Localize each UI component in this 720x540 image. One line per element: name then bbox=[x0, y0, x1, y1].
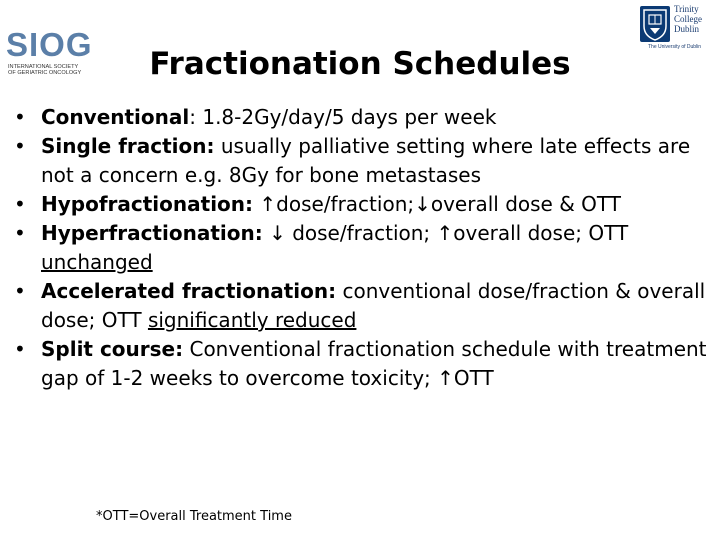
siog-logo bbox=[6, 28, 106, 76]
siog-logo-wordmark: SIOG bbox=[6, 26, 93, 63]
tcd-crest-icon bbox=[640, 6, 670, 42]
bullet-single-fraction bbox=[14, 132, 714, 190]
bullet-hypofractionation bbox=[14, 190, 714, 219]
tcd-tagline: The University of Dublin bbox=[648, 44, 702, 50]
bullet-text: ↑dose/fraction;↓overall dose & OTT bbox=[253, 192, 621, 216]
bullet-underlined-text: unchanged bbox=[41, 250, 153, 274]
siog-logo-subtitle bbox=[8, 64, 108, 76]
bullet-label: Hyperfractionation: bbox=[41, 221, 263, 245]
bullet-text: ↓ dose/fraction; ↑overall dose; OTT bbox=[262, 221, 629, 245]
tcd-name-line2: College bbox=[674, 14, 702, 24]
bullet-label: Split course: bbox=[41, 337, 184, 361]
tcd-logo bbox=[640, 4, 718, 50]
tcd-name bbox=[674, 4, 718, 34]
siog-logo-subtitle-line1: INTERNATIONAL SOCIETY bbox=[8, 64, 79, 70]
bullet-label: Accelerated fractionation: bbox=[41, 279, 337, 303]
bullet-text: : 1.8-2Gy/day/5 days per week bbox=[189, 105, 497, 129]
tcd-name-line1: Trinity bbox=[674, 4, 699, 14]
bullet-underlined-text: significantly reduced bbox=[147, 308, 357, 332]
bullet-text: conventional dose/fraction & overall dose; OTT bbox=[41, 279, 706, 332]
slide-title: Fractionation Schedules bbox=[149, 46, 571, 82]
footnote: *OTT=Overall Treatment Time bbox=[96, 509, 292, 524]
bullet-hyperfractionation bbox=[14, 219, 714, 277]
bullet-accelerated-fractionation bbox=[14, 277, 714, 335]
bullet-label: Single fraction: bbox=[41, 134, 215, 158]
bullet-text: Conventional fractionation schedule with treatment gap of 1-2 weeks to overcome toxicity; ↑OTT bbox=[41, 337, 707, 390]
bullet-label: Hypofractionation: bbox=[41, 192, 254, 216]
tcd-name-line3: Dublin bbox=[674, 24, 700, 34]
bullet-label: Conventional bbox=[41, 105, 190, 129]
bullet-list bbox=[14, 103, 714, 393]
bullet-text: usually palliative setting where late effects are not a concern e.g. 8Gy for bone metastases bbox=[41, 134, 691, 187]
siog-logo-subtitle-line2: OF GERIATRIC ONCOLOGY bbox=[8, 70, 82, 76]
bullet-split-course bbox=[14, 335, 714, 393]
bullet-conventional bbox=[14, 103, 714, 132]
